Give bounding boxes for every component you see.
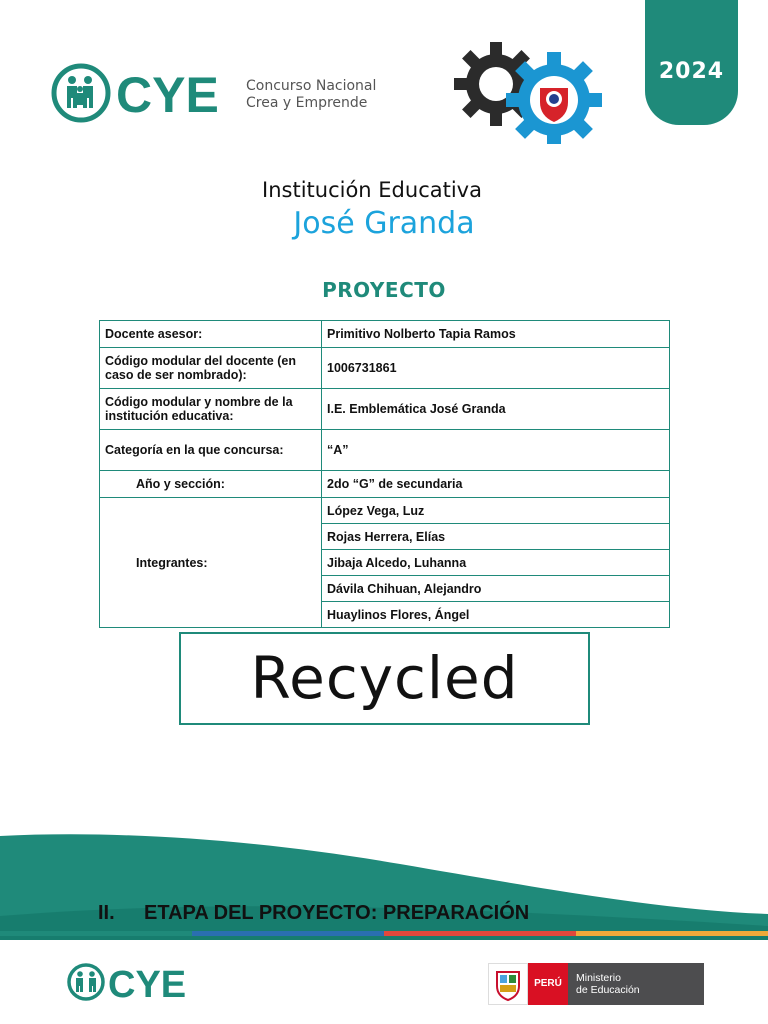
ministry-line1: Ministerio xyxy=(576,972,621,984)
project-info-table xyxy=(99,320,670,628)
docente-label: Docente asesor: xyxy=(100,321,322,348)
integrante-name: López Vega, Luz xyxy=(322,498,670,524)
cye-logo-text: CYE xyxy=(116,67,219,123)
anio-seccion-value: 2do “G” de secundaria xyxy=(322,471,670,498)
cye-tagline xyxy=(246,78,376,112)
project-name-box: Recycled xyxy=(179,632,590,725)
footer-cye-logo xyxy=(66,961,198,1003)
minedu-logo xyxy=(488,963,704,1005)
peru-shield-icon xyxy=(488,963,528,1005)
docente-value: Primitivo Nolberto Tapia Ramos xyxy=(322,321,670,348)
categoria-label: Categoría en la que concursa: xyxy=(100,430,322,471)
codigo-docente-value: 1006731861 xyxy=(322,348,670,389)
integrantes-label: Integrantes: xyxy=(100,498,322,628)
section-title: PROYECTO xyxy=(322,278,446,302)
table-row xyxy=(100,471,670,498)
codigo-institucion-label: Código modular y nombre de la institución educativa: xyxy=(100,389,322,430)
table-row xyxy=(100,430,670,471)
color-stripe xyxy=(0,931,768,936)
institution-label: Institución Educativa xyxy=(262,178,482,202)
stage-title: ETAPA DEL PROYECTO: PREPARACIÓN xyxy=(144,902,530,924)
table-row xyxy=(100,498,670,524)
cye-logo xyxy=(50,62,240,124)
peru-label: PERÚ xyxy=(528,963,568,1005)
codigo-institucion-value: I.E. Emblemática José Granda xyxy=(322,389,670,430)
stage-heading xyxy=(98,902,529,925)
table-row xyxy=(100,389,670,430)
tagline-line1: Concurso Nacional xyxy=(246,78,377,94)
categoria-value: “A” xyxy=(322,430,670,471)
year-badge: 2024 xyxy=(645,0,738,125)
integrante-name: Rojas Herrera, Elías xyxy=(322,524,670,550)
tagline-line2: Crea y Emprende xyxy=(246,95,368,111)
table-row xyxy=(100,321,670,348)
integrante-name: Jibaja Alcedo, Luhanna xyxy=(322,550,670,576)
codigo-docente-label: Código modular del docente (en caso de ser nombrado): xyxy=(100,348,322,389)
integrante-name: Huaylinos Flores, Ángel xyxy=(322,602,670,628)
integrante-name: Dávila Chihuan, Alejandro xyxy=(322,576,670,602)
ministry-line2: de Educación xyxy=(576,984,640,996)
anio-seccion-label: Año y sección: xyxy=(100,471,322,498)
footer-logo-text: CYE xyxy=(108,964,187,1003)
school-emblem-gears xyxy=(454,40,606,144)
stage-number: II. xyxy=(98,902,115,924)
table-row xyxy=(100,348,670,389)
school-name: José Granda xyxy=(293,206,475,241)
ministry-label xyxy=(568,963,704,1005)
